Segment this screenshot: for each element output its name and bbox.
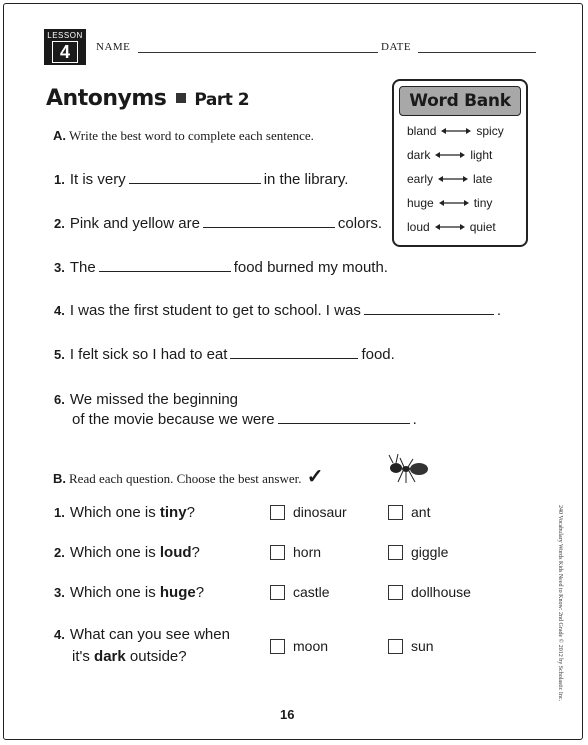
question-text: Which one is — [69, 544, 160, 561]
ant-icon — [386, 452, 432, 486]
question-text: Which one is — [69, 584, 160, 601]
word-left: dark — [407, 148, 431, 162]
question-keyword: loud — [159, 544, 192, 561]
question-2 — [54, 542, 200, 564]
name-label: NAME — [96, 41, 131, 53]
section-b-text: Read each question. Choose the best answer. — [69, 471, 302, 486]
word-pair — [399, 167, 521, 191]
sentence-line-1: We missed the beginning — [69, 391, 239, 408]
page-title — [46, 86, 249, 111]
question-number: 4. — [54, 627, 65, 642]
sentence-after: food. — [361, 346, 395, 363]
option-checkbox[interactable] — [270, 585, 285, 600]
page-number: 16 — [280, 707, 295, 722]
date-field[interactable] — [381, 41, 536, 53]
item-number: 5. — [54, 347, 65, 362]
question-text: it's — [72, 648, 95, 665]
answer-blank[interactable] — [364, 313, 494, 315]
sentence-before: I was the first student to get to school. I was — [69, 302, 361, 319]
question-text: Which one is — [69, 504, 160, 521]
sentence-item-4 — [54, 301, 501, 321]
option-label: sun — [411, 638, 434, 654]
option-checkbox[interactable] — [270, 545, 285, 560]
double-arrow-icon — [438, 174, 468, 184]
side-credit: 240 Vocabulary Words Kids Need to Know: 2nd Grade © 2012 by Scholastic Inc. — [557, 505, 563, 702]
question-4 — [54, 624, 230, 668]
answer-blank[interactable] — [230, 357, 358, 359]
question-keyword: dark — [94, 648, 126, 665]
item-number: 6. — [54, 392, 65, 407]
sentence-item-5 — [54, 345, 395, 365]
sentence-after: colors. — [337, 215, 383, 232]
section-a-instruction — [53, 128, 314, 144]
question-text-end: outside? — [125, 648, 187, 665]
word-right: tiny — [473, 196, 493, 210]
word-bank — [392, 79, 528, 247]
question-text-end: ? — [191, 544, 200, 561]
item-number: 3. — [54, 260, 65, 275]
answer-blank[interactable] — [278, 422, 410, 424]
lesson-label: LESSON — [47, 31, 83, 40]
option-label: dinosaur — [293, 504, 347, 520]
question-text-end: ? — [186, 504, 195, 521]
sentence-before: Pink and yellow are — [69, 215, 200, 232]
question-line-1: What can you see when — [69, 626, 230, 643]
word-right: spicy — [476, 124, 504, 138]
section-a-text: Write the best word to complete each sentence. — [69, 128, 314, 143]
date-line — [418, 51, 536, 53]
option-checkbox[interactable] — [388, 585, 403, 600]
option-checkbox[interactable] — [270, 639, 285, 654]
question-keyword: tiny — [159, 504, 187, 521]
item-number: 4. — [54, 303, 65, 318]
word-left: huge — [407, 196, 434, 210]
double-arrow-icon — [441, 126, 471, 136]
section-b-letter: B. — [53, 471, 66, 486]
question-1 — [54, 502, 195, 524]
sentence-after: . — [496, 302, 501, 319]
question-number: 1. — [54, 505, 65, 520]
option-checkbox[interactable] — [388, 505, 403, 520]
answer-blank[interactable] — [129, 182, 261, 184]
word-pair — [399, 215, 521, 239]
title-part: Part 2 — [194, 90, 250, 110]
sentence-before: The — [69, 259, 96, 276]
option-label: castle — [293, 584, 330, 600]
answer-blank[interactable] — [99, 270, 231, 272]
word-pair — [399, 143, 521, 167]
question-keyword: huge — [159, 584, 196, 601]
word-bank-title: Word Bank — [399, 86, 521, 116]
word-left: loud — [407, 220, 430, 234]
lesson-number: 4 — [52, 41, 78, 63]
section-a-letter: A. — [53, 128, 66, 143]
name-field[interactable] — [96, 41, 378, 53]
option-label: ant — [411, 504, 431, 520]
sentence-after: in the library. — [263, 171, 349, 188]
name-line — [138, 51, 378, 53]
section-b-instruction — [53, 464, 324, 489]
double-arrow-icon — [435, 222, 465, 232]
option-label: dollhouse — [411, 584, 471, 600]
sentence-after: . — [412, 411, 417, 428]
option-label: horn — [293, 544, 322, 560]
sentence-before: It is very — [69, 171, 126, 188]
square-bullet-icon — [176, 93, 186, 103]
word-left: bland — [407, 124, 437, 138]
option-label: giggle — [411, 544, 449, 560]
option-label: moon — [293, 638, 329, 654]
word-bank-list — [399, 119, 521, 239]
sentence-item-3 — [54, 258, 388, 278]
double-arrow-icon — [435, 150, 465, 160]
word-right: quiet — [469, 220, 496, 234]
double-arrow-icon — [439, 198, 469, 208]
answer-blank[interactable] — [203, 226, 335, 228]
sentence-before: of the movie because we were — [72, 411, 275, 428]
title-main: Antonyms — [46, 86, 167, 111]
word-right: late — [473, 172, 493, 186]
sentence-after: food burned my mouth. — [233, 259, 388, 276]
question-number: 2. — [54, 545, 65, 560]
option-checkbox[interactable] — [388, 639, 403, 654]
question-3 — [54, 582, 204, 604]
lesson-badge — [44, 29, 86, 65]
word-right: light — [470, 148, 493, 162]
sentence-item-1 — [54, 170, 348, 190]
word-left: early — [407, 172, 434, 186]
sentence-item-6 — [54, 390, 417, 430]
option-checkbox[interactable] — [270, 505, 285, 520]
question-text-end: ? — [195, 584, 205, 601]
option-checkbox[interactable] — [388, 545, 403, 560]
sentence-before: I felt sick so I had to eat — [69, 346, 228, 363]
word-pair — [399, 191, 521, 215]
item-number: 1. — [54, 172, 65, 187]
question-number: 3. — [54, 585, 65, 600]
date-label: DATE — [381, 41, 412, 53]
word-pair — [399, 119, 521, 143]
check-mark-icon: ✓ — [306, 466, 324, 488]
item-number: 2. — [54, 216, 65, 231]
sentence-item-2 — [54, 214, 382, 234]
